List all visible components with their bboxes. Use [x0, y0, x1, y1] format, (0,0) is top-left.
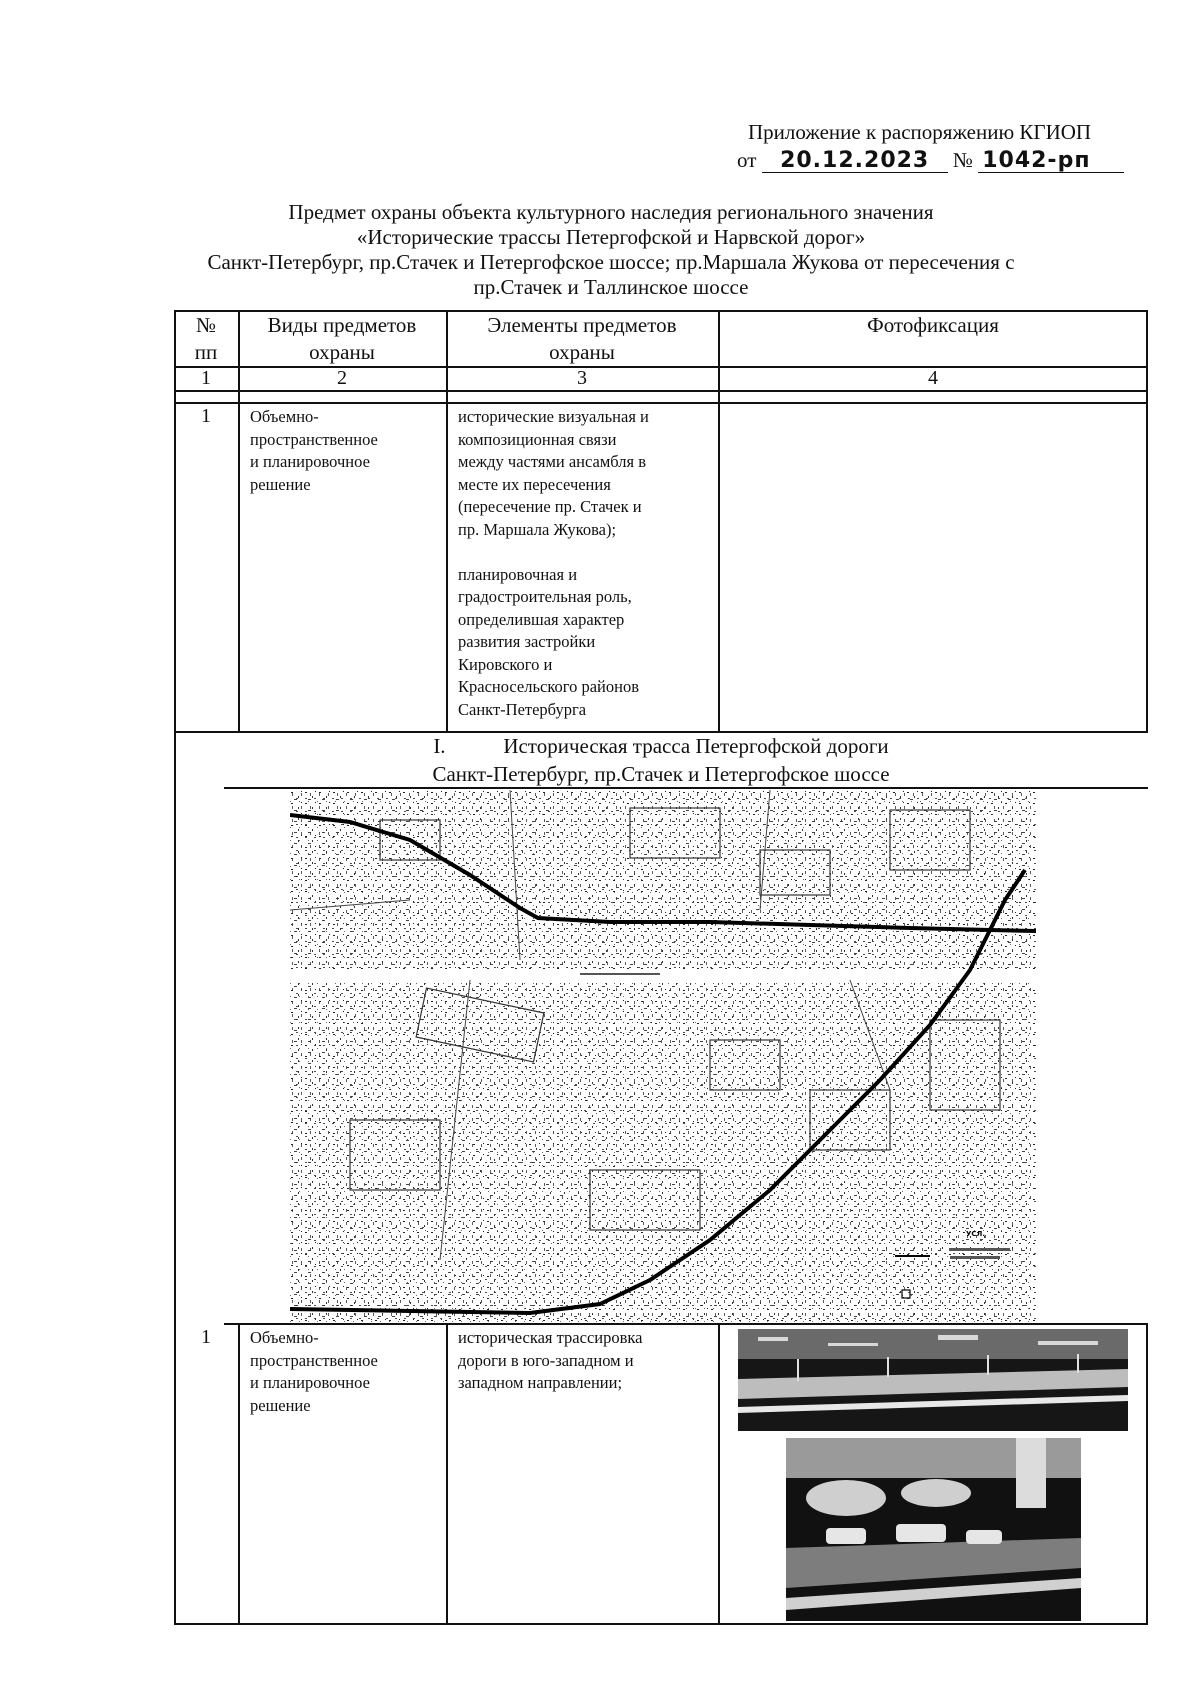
table-border-left — [174, 310, 176, 1625]
annex-date: 20.12.2023 — [762, 150, 948, 173]
title-line4: пр.Стачек и Таллинское шоссе — [473, 275, 749, 299]
header-num-line2: пп — [194, 340, 218, 364]
route-map-image — [290, 790, 1036, 1322]
section-roman: I. — [433, 734, 446, 758]
header-types — [238, 312, 446, 366]
header-types-line2: охраны — [309, 340, 375, 364]
table-col-divider — [446, 1323, 448, 1623]
col-number-4: 4 — [928, 367, 938, 389]
row1-type-line: и планировочное — [250, 452, 370, 471]
table-col-divider — [718, 1323, 720, 1623]
protection-table — [174, 310, 1148, 1625]
row2-type-line: пространственное — [250, 1350, 378, 1370]
row1-type-line: Объемно- — [250, 407, 319, 426]
header-num — [174, 312, 238, 366]
row1-num: 1 — [201, 405, 211, 427]
row2-type-line: Объемно- — [250, 1328, 319, 1347]
row1-element-line: Кировского и — [458, 654, 553, 674]
row2-type — [250, 1327, 442, 1417]
row2-type-line: и планировочное — [250, 1373, 370, 1392]
row2-element-line: дороги в юго-западном и — [458, 1350, 634, 1370]
row2-element-line: западном направлении; — [458, 1373, 623, 1392]
section-heading-line1 — [174, 732, 1148, 760]
title-line3: Санкт-Петербург, пр.Стачек и Петергофское шоссе; пр.Маршала Жукова от пересечения с — [207, 250, 1015, 274]
section-heading — [174, 732, 1148, 788]
table-border-right — [1146, 1323, 1148, 1623]
annex-line2 — [737, 146, 1124, 174]
row1-element-line: определившая характер — [458, 609, 625, 629]
row2-elements — [458, 1327, 716, 1395]
table-rule — [174, 390, 1148, 392]
row2-num: 1 — [201, 1326, 211, 1348]
title-line2: «Исторические трассы Петергофской и Нарвской дорог» — [356, 225, 866, 249]
street-photo-1 — [738, 1329, 1128, 1431]
row1-element-line: между частями ансамбля в — [458, 452, 647, 471]
row1-element-line: развития застройки — [458, 632, 596, 651]
row1-element-line: композиционная связи — [458, 429, 617, 449]
row1-element-line: Красносельского районов — [458, 677, 640, 696]
table-rule — [174, 402, 1148, 404]
header-photo-line1: Фотофиксация — [867, 313, 999, 337]
header-photo — [718, 312, 1148, 339]
street-photo-2 — [786, 1438, 1081, 1621]
header-elements-line2: охраны — [549, 340, 615, 364]
row1-type-line: решение — [250, 474, 311, 494]
row1-element-line: градостроительная роль, — [458, 587, 632, 606]
row1-element-line: пр. Маршала Жукова); — [458, 519, 617, 539]
document-title — [150, 200, 1072, 300]
annex-no-label: № — [952, 148, 973, 172]
row1-element-line: Санкт-Петербурга — [458, 699, 587, 719]
annex-line1: Приложение к распоряжению КГИОП — [748, 120, 1092, 144]
col-number-1: 1 — [201, 367, 211, 389]
header-elements-line1: Элементы предметов — [487, 313, 677, 337]
annex-number: 1042-рп — [978, 150, 1124, 173]
row1-element-line: (пересечение пр. Стачек и — [458, 497, 642, 516]
svg-text:УСЛ.: УСЛ. — [966, 1230, 986, 1238]
title-line1: Предмет охраны объекта культурного наследия регионального значения — [288, 200, 934, 224]
section-title: Историческая трасса Петергофской дороги — [503, 734, 889, 758]
row1-element-line: планировочная и — [458, 564, 578, 584]
table-border-bottom — [174, 1623, 1148, 1625]
header-types-line1: Виды предметов — [267, 313, 417, 337]
row1-element-line: исторические визуальная и — [458, 407, 649, 426]
col-number-2: 2 — [337, 367, 347, 389]
table-col-divider — [238, 1323, 240, 1623]
header-elements — [446, 312, 718, 366]
row1-elements — [458, 406, 716, 721]
row2-type-line: решение — [250, 1395, 311, 1415]
row2-element-line: историческая трассировка — [458, 1328, 643, 1347]
section-heading-line2: Санкт-Петербург, пр.Стачек и Петергофское шоссе — [432, 762, 890, 786]
row1-element-line — [458, 541, 716, 564]
col-number-3: 3 — [577, 367, 587, 389]
row1-element-line: месте их пересечения — [458, 474, 611, 494]
header-num-line1: № — [195, 313, 217, 337]
annex-from-label: от — [737, 148, 757, 172]
row1-type-line: пространственное — [250, 429, 378, 449]
table-rule — [224, 1323, 1148, 1325]
row1-type — [250, 406, 442, 496]
